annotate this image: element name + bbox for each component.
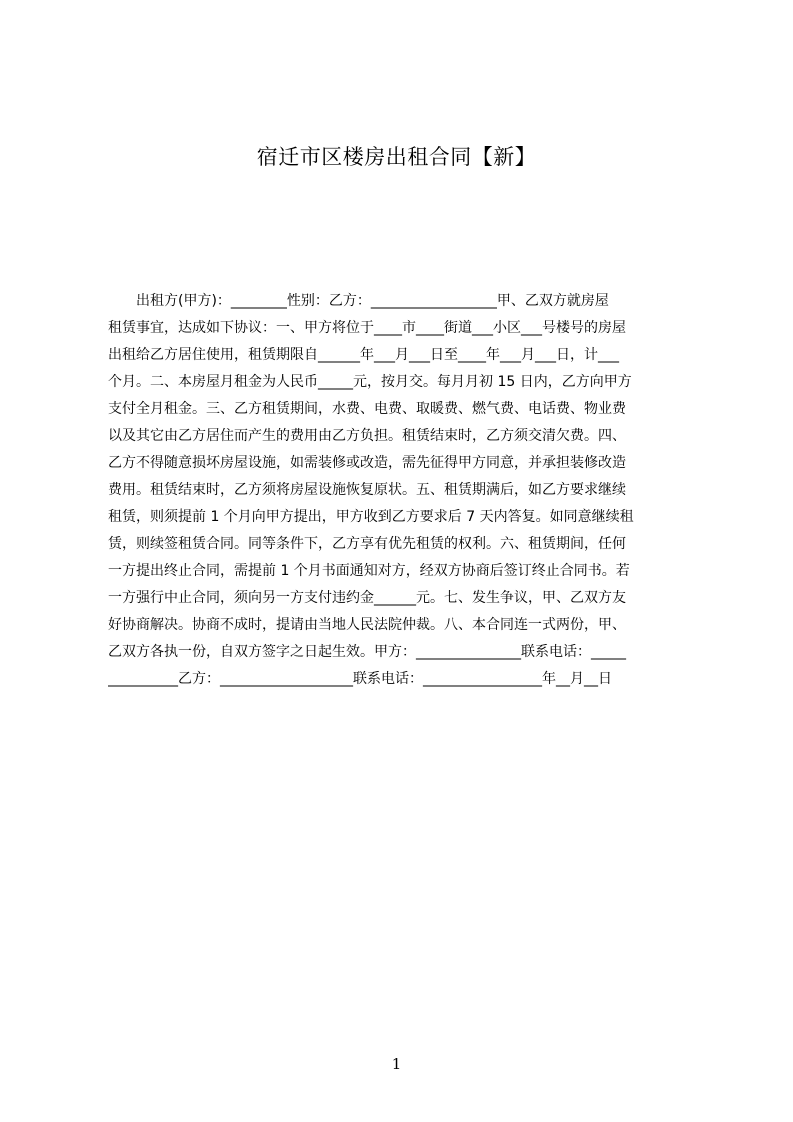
- body-line-11: 一方提出终止合同，需提前 1 个月书面通知对方，经双方协商后签订终止合同书。若: [108, 563, 630, 579]
- body-line-15: __________乙方：___________________联系电话：_________________年__月__日: [108, 671, 612, 687]
- body-line-4: 个月。二、本房屋月租金为人民币_____元，按月交。每月月初 15 日内，乙方向甲方: [108, 374, 632, 390]
- body-line-6: 以及其它由乙方居住而产生的费用由乙方负担。租赁结束时，乙方须交清欠费。四、: [108, 428, 626, 444]
- page-number: 1: [391, 1055, 402, 1073]
- body-line-10: 赁，则续签租赁合同。同等条件下，乙方享有优先租赁的权利。六、租赁期间，任何: [108, 536, 626, 552]
- body-line-7: 乙方不得随意损坏房屋设施，如需装修或改造，需先征得甲方同意，并承担装修改造: [108, 455, 626, 471]
- body-line-9: 租赁，则须提前 1 个月向甲方提出，甲方收到乙方要求后 7 天内答复。如同意继续租: [108, 509, 634, 525]
- body-line-14: 乙双方各执一份，自双方签字之日起生效。甲方：_______________联系电话：_____: [108, 644, 626, 660]
- body-line-3: 出租给乙方居住使用，租赁期限自______年___月___日至____年___月___日，计___: [108, 347, 619, 363]
- body-line-13: 好协商解决。协商不成时，提请由当地人民法院仲裁。八、本合同连一式两份，甲、: [108, 617, 626, 633]
- body-line-5: 支付全月租金。三、乙方租赁期间，水费、电费、取暖费、燃气费、电话费、物业费: [108, 401, 626, 417]
- document-title: 宿迁市区楼房出租合同【新】: [256, 145, 537, 169]
- body-line-2: 租赁事宜，达成如下协议：一、甲方将位于____市____街道___小区___号楼号的房屋: [108, 320, 626, 336]
- contract-body: [108, 288, 708, 693]
- body-line-8: 费用。租赁结束时，乙方须将房屋设施恢复原状。五、租赁期满后，如乙方要求继续: [108, 482, 626, 498]
- body-line-12: 一方强行中止合同，须向另一方支付违约金______元。七、发生争议，甲、乙双方友: [108, 590, 626, 606]
- body-line-1: 出租方(甲方)：________性别：乙方：__________________甲、乙双方就房屋: [136, 293, 609, 309]
